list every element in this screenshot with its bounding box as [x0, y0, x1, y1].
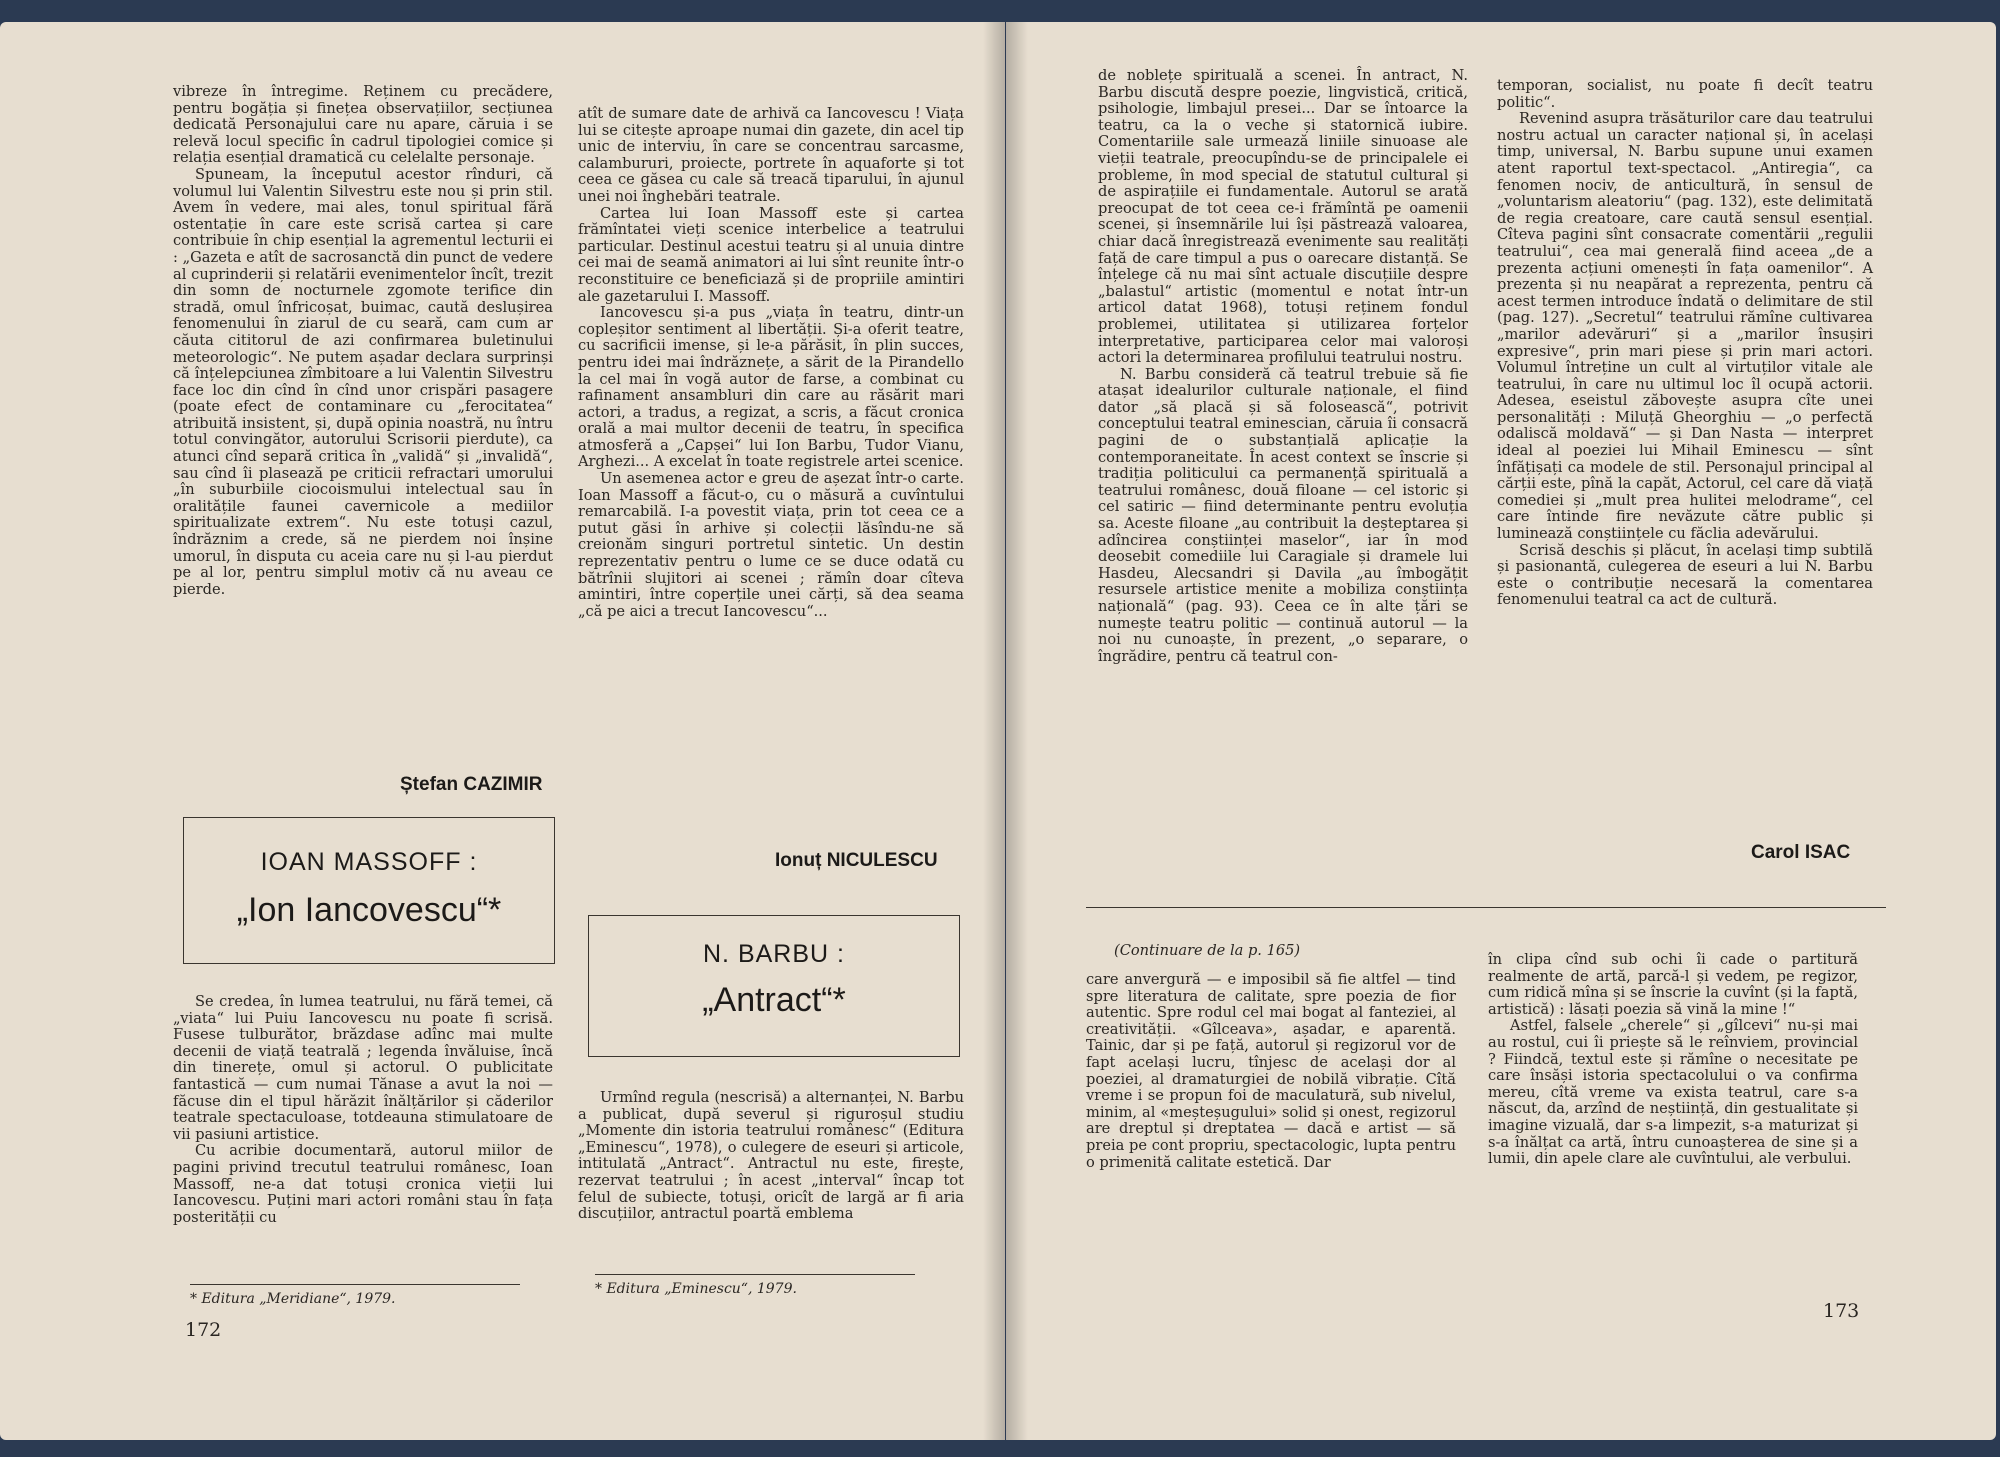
paragraph: Un asemenea actor e greu de așezat într-o carte. Ioan Massoff a făcut-o, cu o măsură a cuvîntului remarcabilă. I-a povestit viața, prin tot ceea ce a putut găsi în arhive și colecții lăsîndu-ne să creionăm singuri portretul sintetic. Un destin reprezentativ pentru o lume ce se duce odată cu bătrînii slujitori ai scenei ; rămîn doar cîteva amintiri, între coperțile unei cărți, să dea seama „că pe aici a trecut Iancovescu“... [578, 470, 964, 620]
review-header-box-barbu [588, 915, 960, 1057]
paragraph: Iancovescu și-a pus „viața în teatru, dintr-un copleșitor sentiment al libertății. Și-a oferit teatre, cu sacrificii imense, și le-a părăsit, în plin succes, pentru idei mai îndrăznețe, a sărit de la Pirandello la cel mai în vogă autor de farse, a combinat cu rafinament ansambluri din care au răsărit mari actori, a tradus, a regizat, a scris, a făcut cronica orală a mai multor decenii de teatru, în specifica atmosferă a „Capșei“ lui Ion Barbu, Tudor Vianu, Arghezi... A excelat în toate registrele artei scenice. [578, 304, 964, 471]
box-title: „Ion Iancovescu“* [236, 891, 502, 929]
paragraph: temporan, socialist, nu poate fi decît teatru politic“. [1497, 77, 1873, 111]
right-page [1006, 22, 1996, 1440]
signature-ionut-niculescu: Ionuț NICULESCU [775, 850, 938, 871]
page-number-left: 172 [185, 1319, 222, 1341]
review-header-box-massoff [183, 817, 555, 964]
paragraph: care anvergură — e imposibil să fie altfel — tind spre literatura de calitate, spre poezia de fior autentic. Spre rodul cel mai bogat al fanteziei, al creativității. «Gîlceava», așadar, e aparentă. Tainic, dar și pe față, autorul și regizorul vor de fapt același lucru, tînjesc de același dor al poeziei, al dramaturgiei de nobilă vibrație. Cîtă vreme i se propun foi de maculatură, sub nivelul, minim, al «meșteșugului» solid și onest, regizorul are dreptul și dreptatea — dacă e artist — să preia pe cont propriu, spectacologic, lupta pentru o primenită calitate estetică. Dar [1086, 971, 1456, 1171]
paragraph: Revenind asupra trăsăturilor care dau teatrului nostru actual un caracter național și, în același timp, universal, N. Barbu supune unui examen atent raportul text-spectacol. „Antiregia“, ca fenomen nociv, de anticultură, în sensul de „voluntarism aleatoriu“ (pag. 132), este delimitată de regia creatoare, care caută sensul esențial. Cîteva pagini sînt consacrate comentării „regulii teatrului“, cea mai generală fiind aceea „de a prezenta acțiuni omenești în fața oamenilor“. A prezenta și nu neapărat a reprezenta, pentru că acest termen introduce îndată o delimitare de stil (pag. 127). „Secretul“ teatrului rămîne cultivarea „marilor adevăruri“ și a „marilor însușiri expresive“, prin mari piese și prin mari actori. Volumul întreține un cult al virtuților vitale ale teatrului, în care nu ultimul loc îl ocupă actorii. Adesea, eseistul zăbovește asupra cîte unei personalități : Miluță Gheorghiu — „o perfectă odaliscă moldavă“ — și Dan Nasta — interpret ideal al poeziei lui Mihail Eminescu — sînt înfățișați ca modele de stil. Personajul principal al cărții este, pînă la capăt, Actorul, cel care dă viață comediei și „mult prea hulitei melodrame“, cel care întinde fire nevăzute către public și luminează conștiințele cu făclia adevărului. [1497, 110, 1873, 543]
section-divider [1086, 907, 1886, 908]
spine-shadow-left [983, 22, 1005, 1440]
box-title: „Antract“* [702, 981, 846, 1019]
signature-stefan-cazimir: Ștefan CAZIMIR [400, 774, 543, 795]
box-author: IOAN MASSOFF : [260, 848, 478, 876]
column-2-text [578, 106, 964, 620]
paragraph: Urmînd regula (nescrisă) a alternanței, N. Barbu a publicat, după severul și riguroșul studiu „Momente din istoria teatrului românesc“ (Editura „Eminescu“, 1978), o culegere de eseuri și articole, intitulată „Antract“. Antractul nu este, firește, rezervat teatrului ; în acest „interval“ încap tot felul de subiecte, totuși, oricît de largă ar fi aria discuțiilor, antractul poartă emblema [578, 1089, 964, 1223]
paragraph: în clipa cînd sub ochi îi cade o partitură realmente de artă, parcă-l și vedem, pe regizor, cum ridică mîna și se înscrie la cuvînt (și la faptă, artistică) : lăsați poezia să vină la mine !“ [1488, 951, 1858, 1018]
paragraph: Spuneam, la începutul acestor rînduri, că volumul lui Valentin Silvestru este nou și prin stil. Avem în vedere, mai ales, tonul spiritual fără ostentație în care este scrisă cartea și care contribuie în chip esențial la agrementul lecturii ei : „Gazeta e atît de sacrosanctă din punct de vedere al cuprinderii și relatării evenimentelor încît, trezit din somn de nocturnele zgomote terifice din stradă, omul înfricoșat, buimac, caută deslușirea fenomenului în ziarul de cu seară, cam cum ar căuta cititorul de azi confirmarea buletinului meteorologic“. Ne putem așadar declara surprinși că înțelepciunea zîmbitoare a lui Valentin Silvestru face loc din cînd în cînd unor crispări pasagere (poate efect de contaminare cu „ferocitatea“ atribuită insistent, și, după opinia noastră, nu întru totul convingător, autorului Scrisorii pierdute), ca atunci cînd separă critica în „validă“ și „invalidă“, sau cînd îi plasează pe criticii refractari umorului „în suburbiile ciocoismului intelectual sau în oralitățile faunei cavernicole a mediilor spiritualizate extrem“. Nu este totuși cazul, îndrăznim a crede, să ne pierdem noi înșine umorul, în disputa cu aceia care nu și l-au pierdut pe al lor, pentru simplul motiv că nu aveau ce pierde. [173, 165, 553, 598]
page-number-right: 173 [1823, 1300, 1860, 1322]
paragraph: vibreze în întregime. Reținem cu precădere, pentru bogăția și finețea observațiilor, secțiunea dedicată Personajului care nu apare, căruia i se relevă locul specific în cadrul tipologiei comice și relația esențial dramatică cu celelalte personaje. [173, 83, 553, 167]
continuation-note: (Continuare de la p. 165) [1114, 942, 1301, 959]
footnote-eminescu: * Editura „Eminescu“, 1979. [595, 1274, 915, 1297]
column-1-lower-text [173, 994, 553, 1226]
paragraph: Astfel, falsele „cherele“ și „gîlcevi“ nu-și mai au rostul, cui îi priește să le reînviem, provincial ? Fiindcă, textul este și rămîne o necesitate pe care însăși istoria spectacolului o va confirma mereu, cîtă vreme va exista teatrul, care s-a născut, da, arzînd de neștiință, din gestualitate și imagine vizuală, dar s-a limpezit, s-a maturizat și s-a înălțat ca artă, întru cunoașterea de sine și a lumii, din apele clare ale cuvîntului, ale verbului. [1488, 1017, 1858, 1168]
spine-shadow-right [1006, 22, 1028, 1440]
paragraph: atît de sumare date de arhivă ca Iancovescu ! Viața lui se citește aproape numai din gazete, din acel tip unic de interviu, în care se concentrau sarcasme, calambururi, proiecte, portrete în aquaforte și tot ceea ce găsea cu cale să treacă tiparului, în ajunul unei noi înghebări teatrale. [578, 105, 964, 205]
column-2-lower-text [578, 1090, 964, 1223]
left-page [0, 22, 1005, 1440]
column-3-lower-text [1086, 972, 1456, 1171]
column-4-lower-text [1488, 952, 1858, 1168]
footnote-meridiane: * Editura „Meridiane“, 1979. [190, 1284, 520, 1307]
paragraph: N. Barbu consideră că teatrul trebuie să fie atașat idealurilor culturale naționale, el fiind dator „să placă și să folosească“, potrivit conceptului teatral eminescian, căruia îi consacră pagini de o substanțială aplicație la contemporaneitate. În acest context se înscrie și tradiția politicului ca permanență spirituală a teatrului românesc, două filoane — cel istoric și cel satiric — fiind determinante pentru evoluția sa. Aceste filoane „au contribuit la deșteptarea și adîncirea conștiinței maselor“, iar în mod deosebit comediile lui Caragiale și dramele lui Hasdeu, Alecsandri și Davila „au îmbogățit resursele artistice menite a mobiliza conștiința națională“ (pag. 93). Ceea ce în alte țări se numește teatru politic — continuă autorul — la noi nu cunoaște, în prezent, „o separare, o îngrădire, pentru că teatrul con- [1098, 365, 1468, 665]
signature-carol-isac: Carol ISAC [1751, 842, 1851, 863]
paragraph: de noblețe spirituală a scenei. În antract, N. Barbu discută despre poezie, lingvistică, critică, psihologie, limbajul presei... Dar se întoarce la teatru, ca la o veche și statornică iubire. Comentariile sale urmează liniile sinuoase ale vieții teatrale, preocupîndu-se de principalele ei probleme, în mod special de statutul cultural și de aspirațiile ei fundamentale. Autorul se arată preocupat de tot ceea ce-i frămîntă pe oamenii scenei, și însemnările lui își păstrează valoarea, chiar dacă înregistrează evenimente sau realități față de care timpul a pus o oarecare distanță. Se înțelege că nu mai sînt actuale discuțiile despre „balastul“ artistic (momentul e notat într-un articol datat 1968), totuși reținem fondul problemei, utilitatea și utilizarea forțelor interpretative, participarea celor mai valoroși actori la determinarea profilului teatrului nostru. [1098, 67, 1468, 367]
paragraph: Cartea lui Ioan Massoff este și cartea frămîntatei vieți scenice interbelice a teatrului particular. Destinul acestui teatru și al unuia dintre cei mai de seamă animatori ai lui sînt reunite într-o reconstituire ce beneficiază și de propriile amintiri ale gazetarului I. Massoff. [578, 204, 964, 305]
column-4-text [1497, 78, 1873, 609]
paragraph: Se credea, în lumea teatrului, nu fără temei, că „viata“ lui Puiu Iancovescu nu poate fi scrisă. Fusese tulburător, brăzdase adînc mai multe decenii de viață teatrală ; legenda învăluise, încă din tinerețe, omul și actorul. O publicitate fantastică — cum numai Tănase a avut la noi — făcuse din el tipul hărăzit înălțărilor și căderilor teatrale spectaculoase, totdeauna stimulatoare de vii pasiuni artistice. [173, 993, 553, 1143]
paragraph: Scrisă deschis și plăcut, în același timp subtilă și pasionantă, culegerea de eseuri a lui N. Barbu este o contribuție necesară la comentarea fenomenului teatral ca act de cultură. [1497, 541, 1873, 609]
paragraph: Cu acribie documentară, autorul miilor de pagini privind trecutul teatrului românesc, Ioan Massoff, ne-a dat totuși cronica vieții lui Iancovescu. Puțini mari actori români stau în fața posterității cu [173, 1142, 553, 1226]
column-1-text [173, 84, 553, 598]
column-3-text [1098, 68, 1468, 665]
box-author: N. BARBU : [703, 940, 845, 968]
